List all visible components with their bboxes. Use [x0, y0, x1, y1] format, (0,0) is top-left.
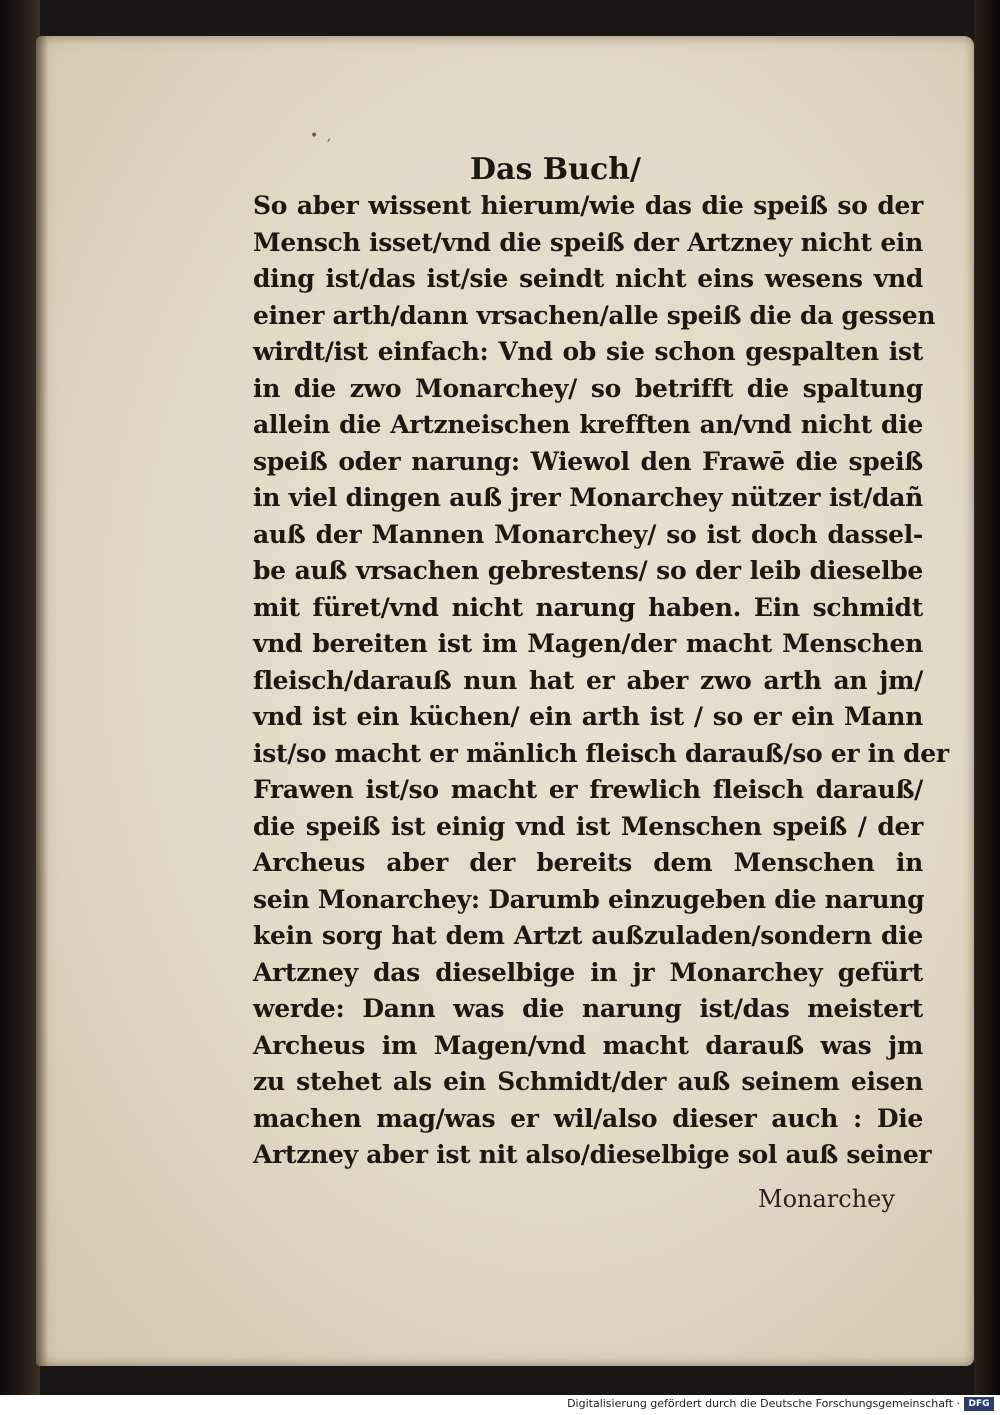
text-line: fleisch/darauß nun hat er aber zwo arth an jm/ — [253, 665, 923, 695]
dfg-logo-icon: DFG — [964, 1397, 994, 1411]
book-right-edge — [974, 0, 1000, 1395]
text-line: ist/so macht er mänlich fleisch darauß/so er in der — [253, 738, 949, 768]
text-line: in die zwo Monarchey/ so betrifft die spaltung — [253, 373, 923, 403]
footer-credit: Digitalisierung gefördert durch die Deutsche Forschungsgemeinschaft · — [567, 1397, 960, 1410]
body-text — [253, 188, 949, 1174]
book-cover-edge — [0, 0, 40, 1395]
digitization-footer — [0, 1395, 1000, 1415]
text-line: Archeus aber der bereits dem Menschen in — [253, 848, 923, 877]
text-line: machen mag/was er wil/also dieser auch : Die — [253, 1103, 923, 1133]
text-line: Artzney das dieselbige in jr Monarchey gefürt — [253, 957, 923, 987]
text-line: So aber wissent hierum/wie das die speiß so der — [253, 191, 923, 220]
text-line: allein die Artzneischen krefften an/vnd nicht die — [253, 410, 923, 439]
text-line: wirdt/ist einfach: Vnd ob sie schon gespalten ist — [253, 337, 923, 366]
page-gutter-shadow — [36, 36, 48, 1366]
text-line: vnd bereiten ist im Magen/der macht Menschen — [253, 629, 923, 658]
text-line: Archeus im Magen/vnd macht darauß was jm — [253, 1030, 923, 1060]
text-line: kein sorg hat dem Artzt außzuladen/sondern die — [253, 921, 923, 950]
text-line: Artzney aber ist nit also/dieselbige sol auß seiner — [253, 1140, 932, 1169]
text-line: in viel dingen auß jrer Monarchey nützer ist/dañ — [253, 483, 923, 512]
text-line: be auß vrsachen gebrestens/ so der leib dieselbe — [253, 556, 923, 585]
text-line: mit füret/vnd nicht narung haben. Ein schmidt — [253, 592, 923, 622]
text-line: zu stehet als ein Schmidt/der auß seinem eisen — [253, 1067, 923, 1096]
running-head: Das Buch/ — [470, 152, 641, 187]
text-line: einer arth/dann vrsachen/alle speiß die da gessen — [253, 300, 936, 330]
text-line: ding ist/das ist/sie seindt nicht eins wesens vnd — [253, 264, 923, 293]
text-line: sein Monarchey: Darumb einzugeben die narung — [253, 884, 925, 914]
text-line: Frawen ist/so macht er frewlich fleisch darauß/ — [253, 775, 923, 804]
text-line: vnd ist ein küchen/ ein arth ist / so er ein Mann — [253, 702, 923, 731]
text-line: werde: Dann was die narung ist/das meistert — [253, 994, 923, 1023]
text-line: speiß oder narung: Wiewol den Frawē die speiß — [253, 446, 923, 476]
catchword: Monarchey — [758, 1185, 895, 1213]
text-line: die speiß ist einig vnd ist Menschen speiß / der — [253, 811, 923, 841]
signature-mark: • ‚ — [310, 128, 334, 144]
text-line: Mensch isset/vnd die speiß der Artzney nicht ein — [253, 227, 923, 257]
text-line: auß der Mannen Monarchey/ so ist doch dassel- — [253, 519, 923, 549]
